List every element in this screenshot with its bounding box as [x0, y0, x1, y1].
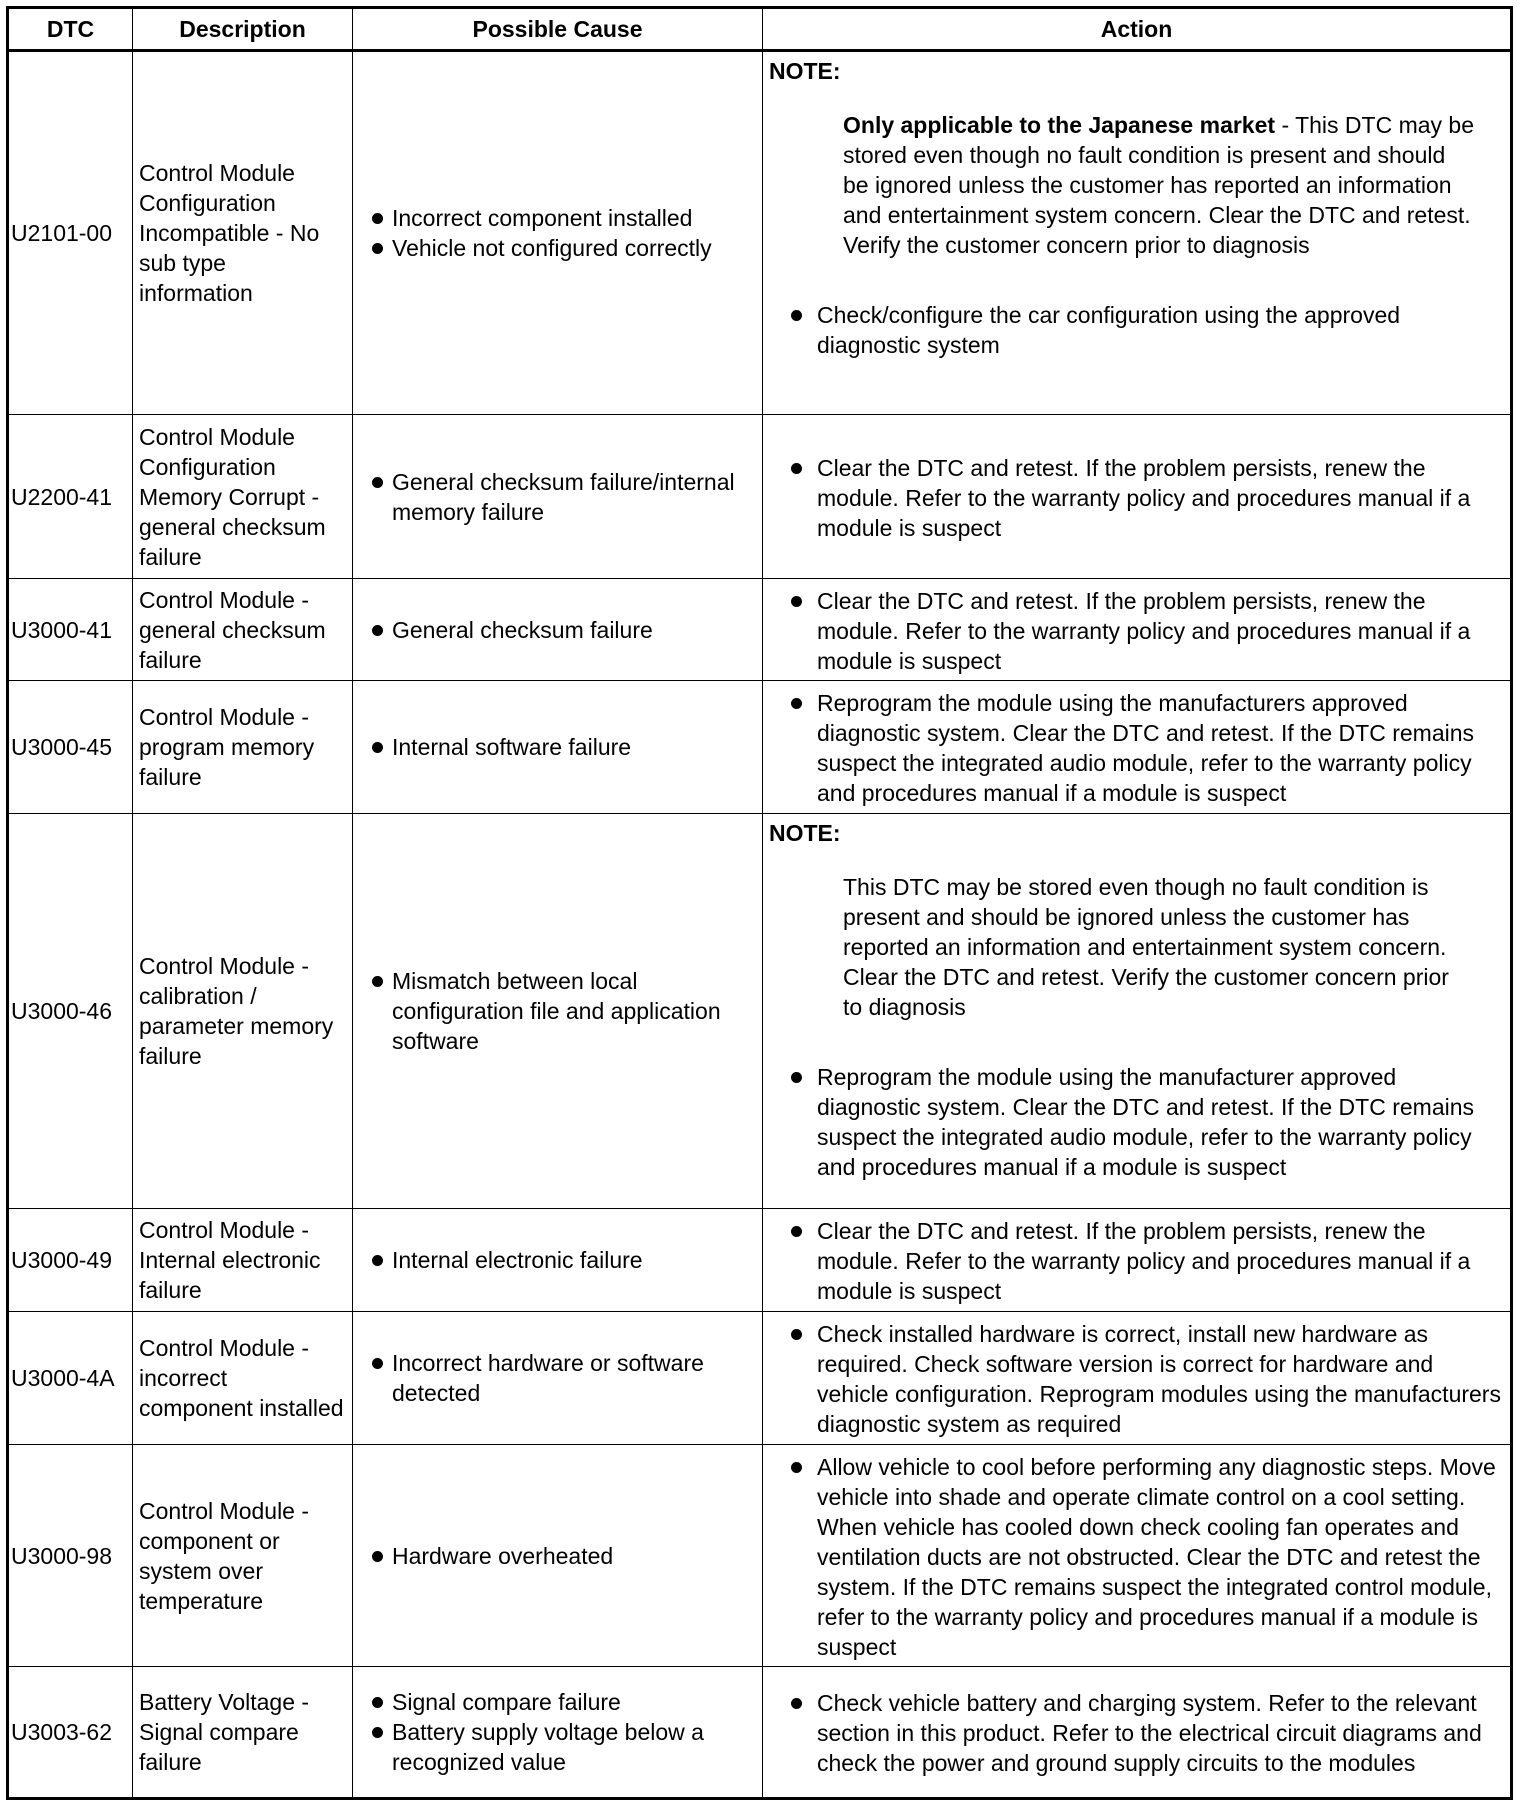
- dtc-code: U3000-49: [8, 1209, 133, 1312]
- table-row: [8, 1445, 1512, 1667]
- header-description: Description: [133, 8, 353, 51]
- table-row: [8, 681, 1512, 814]
- header-row: [8, 8, 1512, 51]
- note-text: - This DTC may be stored even though no fault condition is present and should be ignored unless the customer has reported an information and entertainment system concern. Clear the DTC and retest. Verify the customer concern prior to diagnosis: [843, 112, 1475, 258]
- note-bold: Only applicable to the Japanese market: [843, 112, 1276, 138]
- description: Control Module - calibration / parameter memory failure: [133, 814, 353, 1209]
- dtc-code: U2200-41: [8, 415, 133, 579]
- action-item: Clear the DTC and retest. If the problem persists, renew the module. Refer to the warranty policy and procedures manual if a module is suspect: [769, 586, 1504, 676]
- header-cause: Possible Cause: [353, 8, 763, 51]
- dtc-code: U3000-45: [8, 681, 133, 814]
- action: [763, 51, 1512, 415]
- header-action: Action: [763, 8, 1512, 51]
- action-item: Reprogram the module using the manufacturers approved diagnostic system. Clear the DTC and retest. If the DTC remains suspect the integrated audio module, refer to the warranty policy and procedures manual if a module is suspect: [769, 688, 1504, 808]
- action-item: Clear the DTC and retest. If the problem persists, renew the module. Refer to the warranty policy and procedures manual if a module is suspect: [769, 453, 1504, 543]
- header-dtc: DTC: [8, 8, 133, 51]
- table-row: [8, 415, 1512, 579]
- note-text: This DTC may be stored even though no fault condition is present and should be ignored unless the customer has reported an information and entertainment system concern. Clear the DTC and retest. Verify the customer concern prior to diagnosis: [843, 874, 1449, 1020]
- possible-cause: [353, 579, 763, 681]
- action-item: Check vehicle battery and charging system. Refer to the relevant section in this product. Refer to the electrical circuit diagrams and check the power and ground supply circuits to the modules: [769, 1688, 1504, 1778]
- description: Battery Voltage - Signal compare failure: [133, 1667, 353, 1799]
- action-item: Check installed hardware is correct, install new hardware as required. Check software version is correct for hardware and vehicle configuration. Reprogram modules using the manufacturers diagnostic system as required: [769, 1319, 1504, 1439]
- action-item: Allow vehicle to cool before performing any diagnostic steps. Move vehicle into shade and operate climate control on a cool setting. When vehicle has cooled down check cooling fan operates and ventilation ducts are not obstructed. Clear the DTC and retest the system. If the DTC remains suspect the integrated control module, refer to the warranty policy and procedures manual if a module is suspect: [769, 1452, 1504, 1662]
- action-item: Reprogram the module using the manufacturer approved diagnostic system. Clear the DTC and retest. If the DTC remains suspect the integrated audio module, refer to the warranty policy and procedures manual if a module is suspect: [769, 1062, 1504, 1182]
- description: Control Module - Internal electronic failure: [133, 1209, 353, 1312]
- cause-item: Internal software failure: [359, 732, 756, 762]
- action: [763, 1209, 1512, 1312]
- cause-item: Incorrect hardware or software detected: [359, 1348, 756, 1408]
- action: [763, 814, 1512, 1209]
- note-body: [843, 110, 1474, 260]
- cause-item: Vehicle not configured correctly: [359, 233, 756, 263]
- dtc-code: U2101-00: [8, 51, 133, 415]
- table-row: [8, 579, 1512, 681]
- dtc-table: [6, 6, 1513, 1800]
- cause-item: Internal electronic failure: [359, 1245, 756, 1275]
- cause-item: Mismatch between local configuration file and application software: [359, 966, 756, 1056]
- description: Control Module Configuration Incompatible - No sub type information: [133, 51, 353, 415]
- dtc-code: U3000-4A: [8, 1312, 133, 1445]
- action-item: Check/configure the car configuration using the approved diagnostic system: [769, 300, 1504, 360]
- description: Control Module - general checksum failure: [133, 579, 353, 681]
- action: [763, 1312, 1512, 1445]
- dtc-code: U3000-46: [8, 814, 133, 1209]
- description: Control Module - component or system over temperature: [133, 1445, 353, 1667]
- possible-cause: [353, 681, 763, 814]
- possible-cause: [353, 415, 763, 579]
- possible-cause: [353, 1445, 763, 1667]
- action: [763, 1667, 1512, 1799]
- table-row: [8, 814, 1512, 1209]
- possible-cause: [353, 51, 763, 415]
- cause-item: Signal compare failure: [359, 1687, 756, 1717]
- dtc-code: U3000-98: [8, 1445, 133, 1667]
- action-item: Clear the DTC and retest. If the problem persists, renew the module. Refer to the warranty policy and procedures manual if a module is suspect: [769, 1216, 1504, 1306]
- dtc-code: U3003-62: [8, 1667, 133, 1799]
- cause-item: General checksum failure/internal memory failure: [359, 467, 756, 527]
- table-row: [8, 1667, 1512, 1799]
- table-row: [8, 51, 1512, 415]
- description: Control Module - incorrect component installed: [133, 1312, 353, 1445]
- table-row: [8, 1312, 1512, 1445]
- cause-item: Battery supply voltage below a recognized value: [359, 1717, 756, 1777]
- action: [763, 415, 1512, 579]
- note-label: NOTE:: [769, 58, 841, 84]
- possible-cause: [353, 814, 763, 1209]
- description: Control Module - program memory failure: [133, 681, 353, 814]
- action: [763, 681, 1512, 814]
- cause-item: Hardware overheated: [359, 1541, 756, 1571]
- dtc-code: U3000-41: [8, 579, 133, 681]
- description: Control Module Configuration Memory Corrupt - general checksum failure: [133, 415, 353, 579]
- possible-cause: [353, 1209, 763, 1312]
- action: [763, 579, 1512, 681]
- table-row: [8, 1209, 1512, 1312]
- cause-item: General checksum failure: [359, 615, 756, 645]
- possible-cause: [353, 1312, 763, 1445]
- action: [763, 1445, 1512, 1667]
- note-body: [843, 872, 1474, 1022]
- note-label: NOTE:: [769, 820, 841, 846]
- cause-item: Incorrect component installed: [359, 203, 756, 233]
- possible-cause: [353, 1667, 763, 1799]
